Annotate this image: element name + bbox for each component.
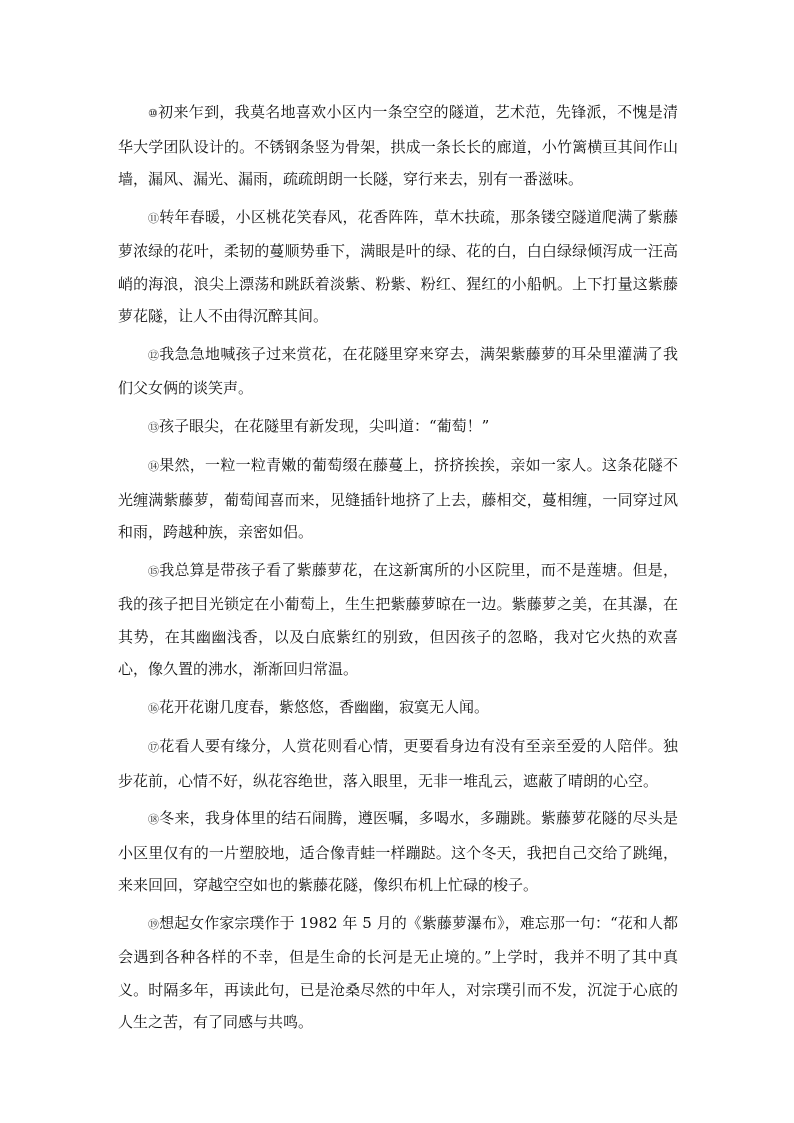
paragraph-number: ⑰ [148, 741, 159, 754]
paragraph-10 [118, 96, 678, 196]
paragraph-11 [118, 201, 678, 333]
paragraph-18 [118, 802, 678, 902]
paragraph-15 [118, 554, 678, 686]
paragraph-text: 花开花谢几度春，紫悠悠，香幽幽，寂寞无人闻。 [159, 697, 490, 716]
paragraph-number: ⑩ [148, 107, 158, 120]
paragraph-number: ⑮ [148, 564, 159, 578]
paragraph-text: 我总算是带孩子看了紫藤萝花，在这新寓所的小区院里，而不是莲塘。但是，我的孩子把目光锁定在小葡萄上，生生把紫藤萝晾在一边。紫藤萝之美，在其瀑，在其势，在其幽幽浅香，以及白底紫红的别致，但因孩子的忽略，我对它火热的欢喜心，像久置的沸水，渐渐回归常温。 [118, 560, 678, 678]
paragraph-text: 花看人要有缘分，人赏花则看心情，更要看身边有没有至亲至爱的人陪伴。独步花前，心情不好，纵花容绝世，落入眼里，无非一堆乱云，遮蔽了晴朗的心空。 [118, 737, 678, 790]
paragraph-number: ⑪ [148, 211, 159, 225]
paragraph-number: ⑱ [148, 813, 159, 826]
paragraph-number: ⑲ [148, 917, 159, 931]
paragraph-number: ⑬ [148, 420, 158, 434]
paragraph-17 [118, 730, 678, 797]
paragraph-number: ⑯ [148, 701, 158, 715]
paragraph-number: ⑭ [148, 460, 159, 473]
paragraph-13 [118, 410, 678, 445]
paragraph-text: 孩子眼尖，在花隧里有新发现，尖叫道：“葡萄！” [159, 416, 490, 435]
paragraph-text: 果然，一粒一粒青嫩的葡萄缀在藤蔓上，挤挤挨挨，亲如一家人。这条花隧不光缠满紫藤萝，葡萄闻喜而来，见缝插针地挤了上去，藤相交，蔓相缠，一同穿过风和雨，跨越种族，亲密如侣。 [118, 456, 678, 541]
paragraph-text: 初来乍到，我莫名地喜欢小区内一条空空的隧道，艺术范，先锋派，不愧是清华大学团队设计的。不锈钢条竖为骨架，拱成一条长长的廊道，小竹篱横亘其间作山墙，漏风、漏光、漏雨，疏疏朗朗一长隧，穿行来去，别有一番滋味。 [118, 103, 678, 188]
paragraph-number: ⑫ [148, 348, 159, 362]
paragraph-16 [118, 691, 678, 726]
article-body [118, 96, 678, 1044]
paragraph-text: 我急急地喊孩子过来赏花，在花隧里穿来穿去，满架紫藤萝的耳朵里灌满了我们父女俩的谈笑声。 [118, 344, 678, 397]
paragraph-text: 转年春暖，小区桃花笑春风，花香阵阵，草木扶疏，那条镂空隧道爬满了紫藤萝浓绿的花叶，柔韧的蔓顺势垂下，满眼是叶的绿、花的白，白白绿绿倾泻成一汪高峭的海浪，浪尖上漂荡和跳跃着淡紫、粉紫、粉红、猩红的小船帆。上下打量这紫藤萝花隧，让人不由得沉醉其间。 [118, 207, 678, 325]
paragraph-text: 冬来，我身体里的结石闹腾，遵医嘱，多喝水，多蹦跳。紫藤萝花隧的尽头是小区里仅有的一片塑胶地，适合像青蛙一样蹦跶。这个冬天，我把自己交给了跳绳，来来回回，穿越空空如也的紫藤花隧，像织布机上忙碌的梭子。 [118, 809, 678, 894]
paragraph-text: 想起女作家宗璞作于 1982 年 5 月的《紫藤萝瀑布》，难忘那一句：“花和人都会遇到各种各样的不幸，但是生命的长河是无止境的。”上学时，我并不明了其中真义。时隔多年，再读此句，已是沧桑尽然的中年人，对宗璞引而不发，沉淀于心底的人生之苦，有了同感与共鸣。 [118, 913, 678, 1031]
paragraph-14 [118, 449, 678, 549]
paragraph-12 [118, 338, 678, 405]
paragraph-19 [118, 907, 678, 1039]
